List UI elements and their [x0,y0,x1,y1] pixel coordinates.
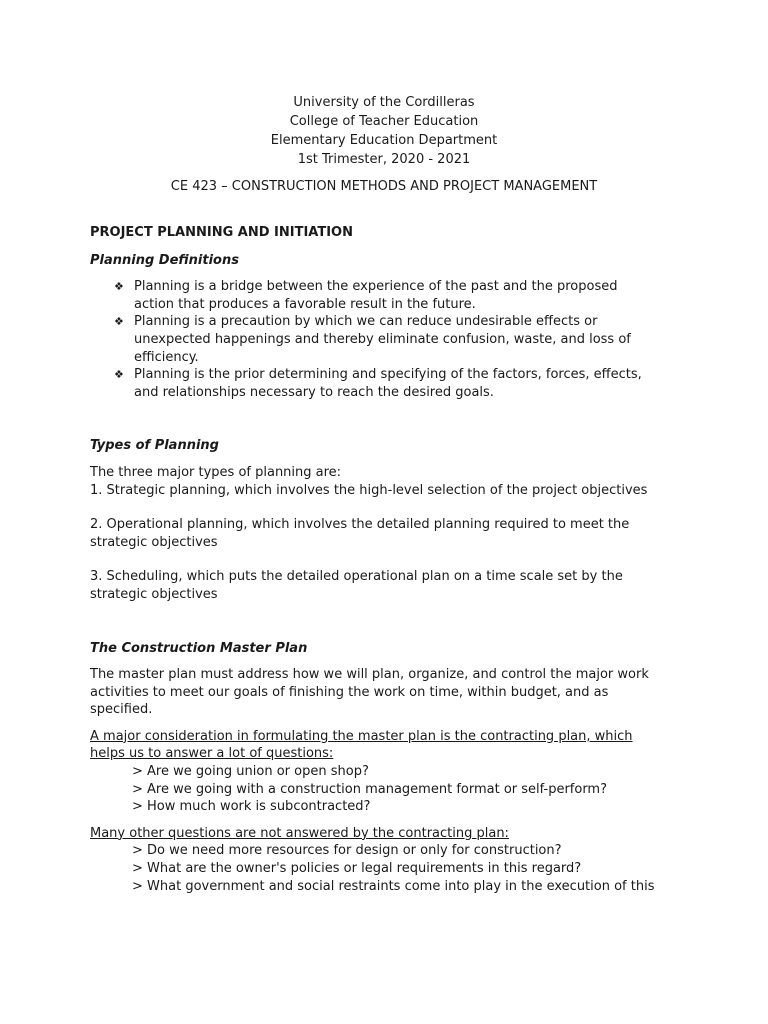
question-item: > Do we need more resources for design or only for construction? [132,843,562,859]
type-item-3-line2: strategic objectives [90,586,218,602]
type-item-3-line1: 3. Scheduling, which puts the detailed operational plan on a time scale set by the [90,569,623,585]
planning-definitions-list [90,278,680,401]
type-item-2-line2: strategic objectives [90,534,218,550]
question-item: > What are the owner's policies or legal requirements in this regard? [132,861,582,877]
document-body [90,224,680,895]
diamond-bullet-icon: ❖ [114,280,124,294]
college-name: College of Teacher Education [289,114,479,129]
question-item: > What government and social restraints come into play in the execution of this [132,878,655,894]
document-header [0,93,768,169]
section-title: PROJECT PLANNING AND INITIATION [90,225,353,240]
department-name: Elementary Education Department [270,133,498,148]
course-title: CE 423 – CONSTRUCTION METHODS AND PROJECT MANAGEMENT [170,179,598,194]
type-item-2-line1: 2. Operational planning, which involves the detailed planning required to meet the [90,517,630,533]
question-item: > Are we going union or open shop? [132,764,369,780]
consideration-line2: helps us to answer a lot of questions: [90,746,334,762]
term-label: 1st Trimester, 2020 - 2021 [297,152,471,167]
master-plan-para-line3: specified. [90,702,153,718]
master-plan-para-line2: activities to meet our goals of finishing the work on time, within budget, and as [90,684,609,700]
question-item: > How much work is subcontracted? [132,799,371,815]
question-item: > Are we going with a construction management format or self-perform? [132,781,607,797]
university-name: University of the Cordilleras [293,95,475,110]
list-item: ❖ Planning is a precaution by which we can reduce undesirable effects or unexpected happenings and thereby eliminate confusion, waste, and loss of efficiency. [114,314,631,365]
other-questions-intro: Many other questions are not answered by the contracting plan: [90,825,509,841]
consideration-line1: A major consideration in formulating the master plan is the contracting plan, which [90,728,633,744]
planning-definitions-title: Planning Definitions [90,252,239,268]
master-plan-title: The Construction Master Plan [90,640,308,656]
types-of-planning-title: Types of Planning [90,438,219,454]
master-plan-para-line1: The master plan must address how we will plan, organize, and control the major work [90,667,649,683]
type-item-1: 1. Strategic planning, which involves the high-level selection of the project objectives [90,482,648,498]
diamond-bullet-icon: ❖ [114,368,124,382]
list-item: ❖ Planning is a bridge between the experience of the past and the proposed action that produces a favorable result in the future. [114,279,618,312]
list-item: ❖ Planning is the prior determining and specifying of the factors, forces, effects, and relationships necessary to reach the desired goals. [114,367,642,400]
types-intro: The three major types of planning are: [90,464,342,480]
diamond-bullet-icon: ❖ [114,315,124,329]
